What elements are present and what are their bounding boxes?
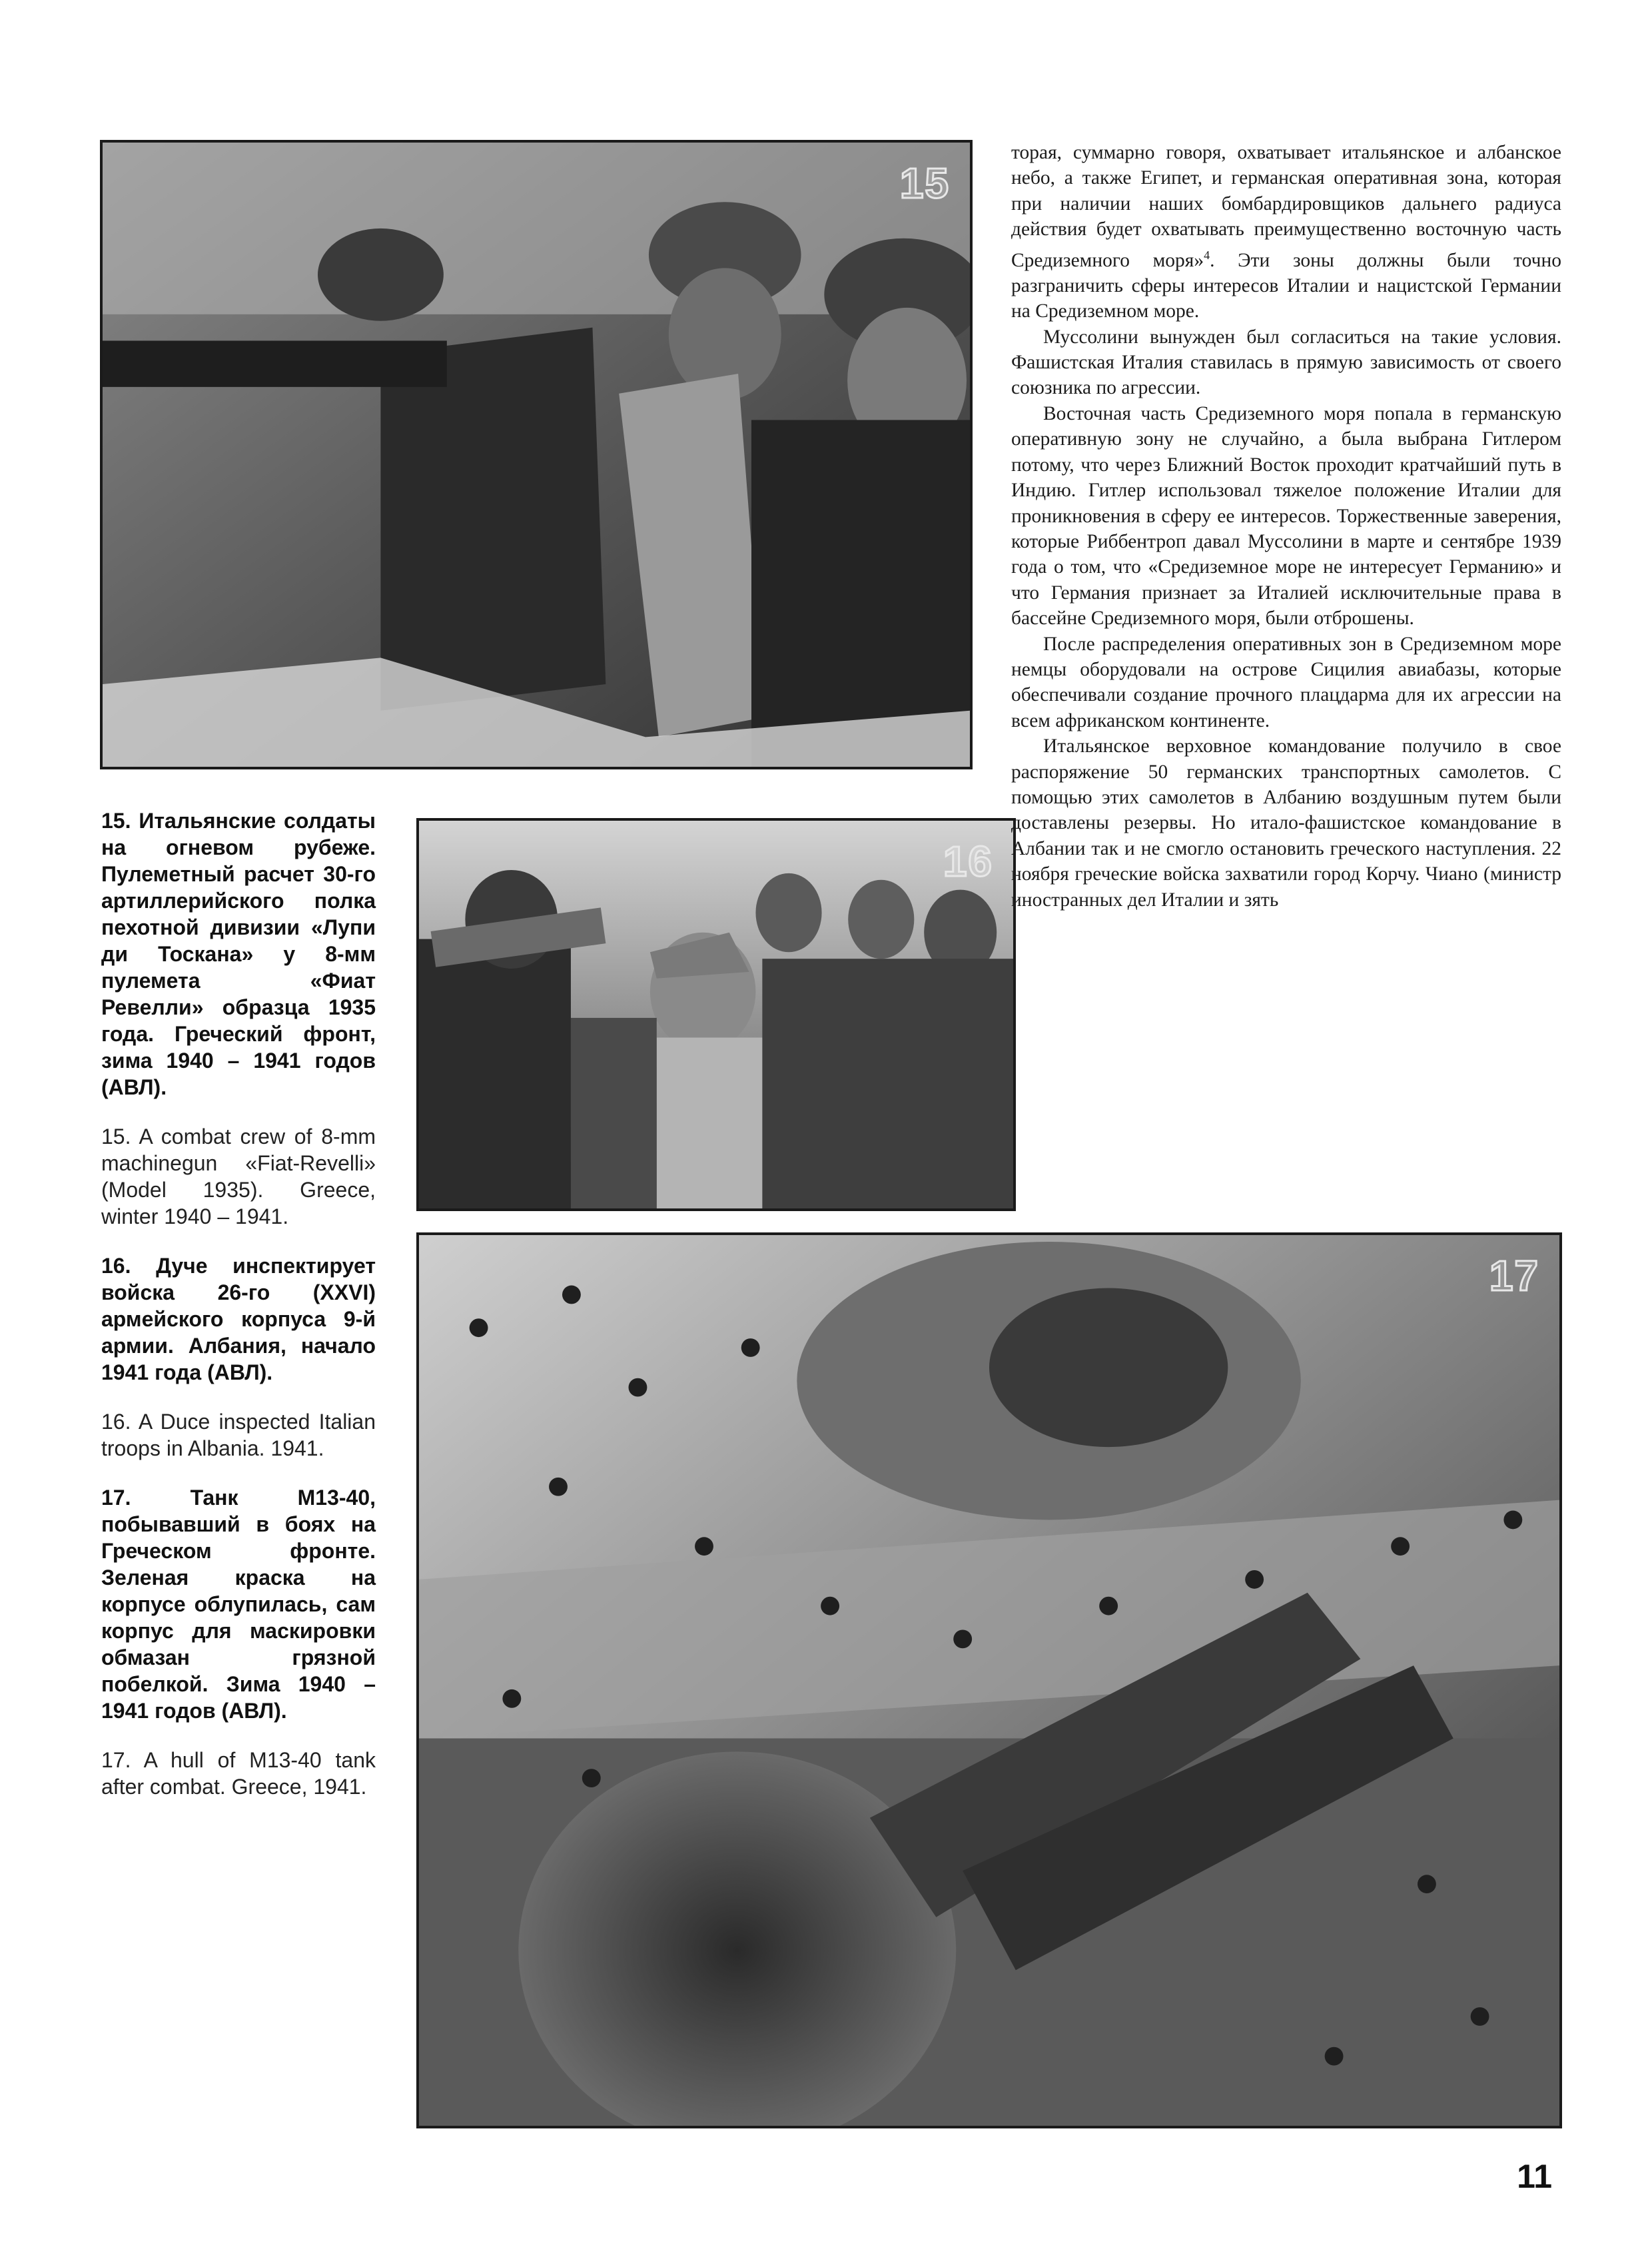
photo-15 (100, 140, 973, 769)
caption-15-en: 15. A combat crew of 8-mm machinegun «Fiat-Revelli» (Model 1935). Greece, winter 1940 – 1941. (101, 1125, 376, 1228)
photo-16 (416, 818, 1016, 1211)
photo-15-image (103, 143, 970, 767)
caption-16-en: 16. A Duce inspected Italian troops in Albania. 1941. (101, 1410, 376, 1460)
body-text-column (1011, 140, 1561, 913)
photo-number-15: 15 (899, 159, 950, 207)
footnote-ref: 4 (1204, 248, 1210, 262)
caption-17-ru: 17. Танк M13-40, побывавший в боях на Греческом фронте. Зеленая краска на корпусе облупилась, сам корпус для маскировки обмазан грязной побелкой. Зима 1940 – 1941 годов (АВЛ). (101, 1486, 376, 1723)
body-paragraph-2: Муссолини вынужден был согласиться на такие условия. Фашистская Италия ставилась в прямую зависимость от своего союзника по агрессии. (1011, 326, 1561, 399)
caption-17-en: 17. A hull of M13-40 tank after combat. Greece, 1941. (101, 1748, 376, 1799)
body-paragraph-1 (1011, 140, 1561, 324)
photo-17 (416, 1232, 1562, 2128)
photo-number-17: 17 (1489, 1252, 1539, 1300)
photo-16-image (419, 821, 1013, 1208)
body-paragraph-3: Восточная часть Средиземного моря попала в германскую оперативную зону не случайно, а была выбрана Гитлером потому, что через Ближний Восток проходит кратчайший путь в Индию. Гитлер использовал тяжелое положение Италии для проникновения в сферу ее интересов. Торжественные заверения, которые Риббентроп давал Муссолини в марте и сентябре 1939 года о том, что «Средиземное море не интересует Германию» и что Германия признает за Италией исключительные права в бассейне Средиземного моря, были отброшены. (1011, 402, 1561, 630)
captions-column (101, 807, 376, 1823)
photo-number-16: 16 (943, 837, 993, 885)
caption-15-ru: 15. Итальянские солдаты на огневом рубеже. Пулеметный расчет 30-го артиллерийского полка пехотной дивизии «Лупи ди Тоскана» у 8-мм пулемета «Фиат Ревелли» образца 1935 года. Греческий фронт, зима 1940 – 1941 годов (АВЛ). (101, 809, 376, 1099)
photo-17-image (419, 1235, 1559, 2126)
body-paragraph-5: Итальянское верховное командование получило в свое распоряжение 50 германских транспортных самолетов. С помощью этих самолетов в Албанию воздушным путем были доставлены резервы. Но итало-фашистское командование в Албании так и не смогло остановить греческого наступления. 22 ноября греческие войска захватили город Корчу. Чиано (министр иностранных дел Италии и зять (1011, 735, 1561, 911)
body-p1-text: торая, суммарно говоря, охватывает итальянское и албанское небо, а также Египет, и германская оперативная зона, которая при наличии наших бомбардировщиков дальнего радиуса действия будет охватывать преимущественно восточную часть Средиземного моря» (1011, 142, 1561, 271)
page-number: 11 (1517, 2158, 1552, 2195)
body-paragraph-4: После распределения оперативных зон в Средиземном море немцы оборудовали на острове Сицилия авиабазы, которые обеспечивали создание прочного плацдарма для их агрессии на всем африканском континенте. (1011, 633, 1561, 731)
body-p1-rest: . Эти зоны должны были точно разграничить сферы интересов Италии и нацистской Германии на Средиземном море. (1011, 249, 1561, 322)
caption-16-ru: 16. Дуче инспектирует войска 26-го (XXVI) армейского корпуса 9-й армии. Албания, начало 1941 года (АВЛ). (101, 1254, 376, 1384)
